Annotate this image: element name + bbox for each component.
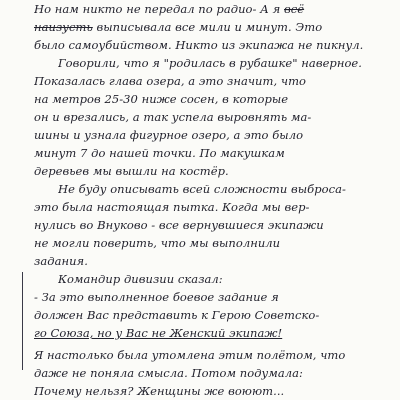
text-line: минут 7 до нашей точки. По макушкам xyxy=(34,146,285,160)
text-line: Не буду описывать всей сложности выброса- xyxy=(58,182,346,196)
text-line xyxy=(34,20,400,34)
text-line xyxy=(34,326,400,340)
text-line xyxy=(34,2,400,16)
text-line: шины и узнала фигурное озеро, а это было xyxy=(34,128,304,142)
text-line: не могли поверить, что мы выполнили xyxy=(34,236,281,250)
text-line: Командир дивизии сказал: xyxy=(58,272,223,286)
line-segment: выписывала все мили и минут. Это xyxy=(92,20,323,34)
struck-word: наизусть xyxy=(34,20,93,34)
text-line: это была настоящая пытка. Когда мы вер- xyxy=(34,200,310,214)
text-line: Говорили, что я "родилась в рубашке" наверное. xyxy=(58,56,362,70)
quote-bracket xyxy=(22,272,23,370)
text-line: было самоубийством. Никто из экипажа не пикнул. xyxy=(34,38,364,52)
text-line: деревьев мы вышли на костёр. xyxy=(34,164,229,178)
text-line: нулись во Внуково - все вернувшиеся экипажи xyxy=(34,218,324,232)
text-line: он и врезались, а так успела выровнять ма- xyxy=(34,110,312,124)
text-line: - За это выполненное боевое задание я xyxy=(34,290,279,304)
text-line: даже не поняла смысла. Потом подумала: xyxy=(34,366,303,380)
text-line: Я настолько была утомлена этим полётом, что xyxy=(34,348,346,362)
text-line: Показалась глава озера, а это значит, что xyxy=(34,74,307,88)
struck-word: всё xyxy=(284,2,305,16)
line-segment: Но нам никто не передал по радио- А я xyxy=(34,2,284,16)
text-line: задания. xyxy=(34,254,88,268)
text-line: должен Вас представить к Герою Советско- xyxy=(34,308,320,322)
text-line: Почему нельзя? Женщины же воюют... xyxy=(34,384,285,398)
underlined-phrase: го Союза, но у Вас не Женский экипаж! xyxy=(34,326,283,340)
text-line: на метров 25-30 ниже сосен, в которые xyxy=(34,92,289,106)
